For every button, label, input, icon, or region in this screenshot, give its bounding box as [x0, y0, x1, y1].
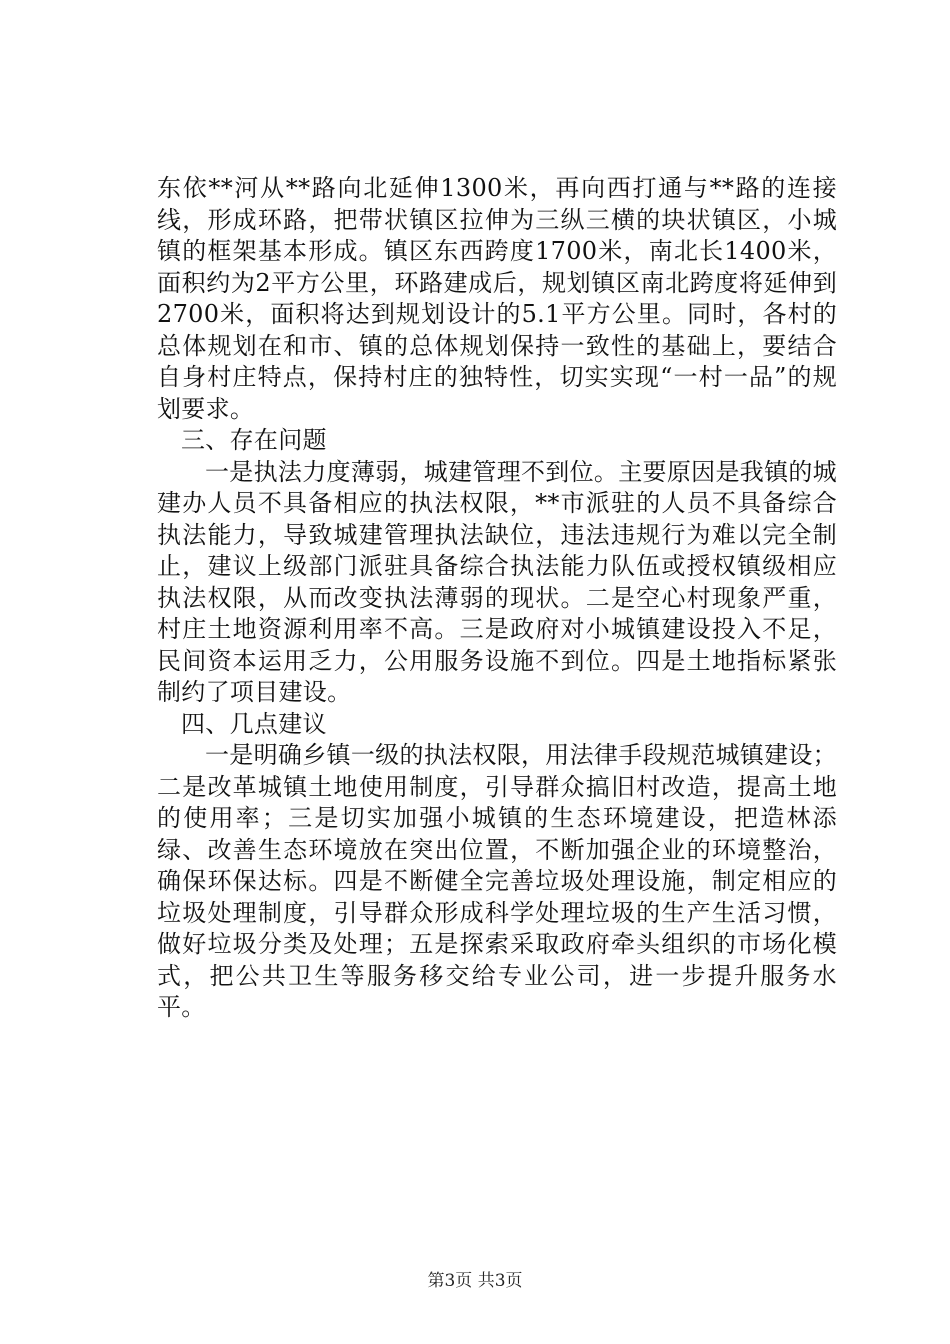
- page-footer-number: 第3页 共3页: [427, 1271, 523, 1291]
- section-heading-existing-problems: 三、存在问题: [181, 426, 327, 454]
- paragraph-planning-ring-road: 东依**河从**路向北延伸1300米，再向西打通与**路的连接线，形成环路，把带状镇区拉伸为三纵三横的块状镇区，小城镇的框架基本形成。镇区东西跨度1700米，南北长1400米，面积约为2平方公里，环路建成后，规划镇区南北跨度将延伸到2700米，面积将达到规划设计的5.1平方公里。同时，各村的总体规划在和市、镇的总体规划保持一致性的基础上，要结合自身村庄特点，保持村庄的独特性，切实实现“一村一品”的规划要求。: [157, 174, 837, 423]
- section-heading-suggestions: 四、几点建议: [181, 709, 327, 738]
- paragraph-suggestions: 一是明确乡镇一级的执法权限，用法律手段规范城镇建设；二是改革城镇土地使用制度，引导群众搞旧村改造，提高土地的使用率；三是切实加强小城镇的生态环境建设，把造林添绿、改善生态环境放在突出位置，不断加强企业的环境整治，确保环保达标。四是不断健全完善垃圾处理设施，制定相应的垃圾处理制度，引导群众形成科学处理垃圾的生产生活习惯，做好垃圾分类及处理；五是探索采取政府牵头组织的市场化模式，把公共卫生等服务移交给专业公司，进一步提升服务水平。: [157, 741, 837, 1021]
- document-body: [157, 173, 837, 1024]
- paragraph-existing-problems: 一是执法力度薄弱，城建管理不到位。主要原因是我镇的城建办人员不具备相应的执法权限，**市派驻的人员不具备综合执法能力，导致城建管理执法缺位，违法违规行为难以完全制止，建议上级部门派驻具备综合执法能力队伍或授权镇级相应执法权限，从而改变执法薄弱的现状。二是空心村现象严重，村庄土地资源利用率不高。三是政府对小城镇建设投入不足，民间资本运用乏力，公用服务设施不到位。四是土地指标紧张制约了项目建设。: [157, 457, 837, 706]
